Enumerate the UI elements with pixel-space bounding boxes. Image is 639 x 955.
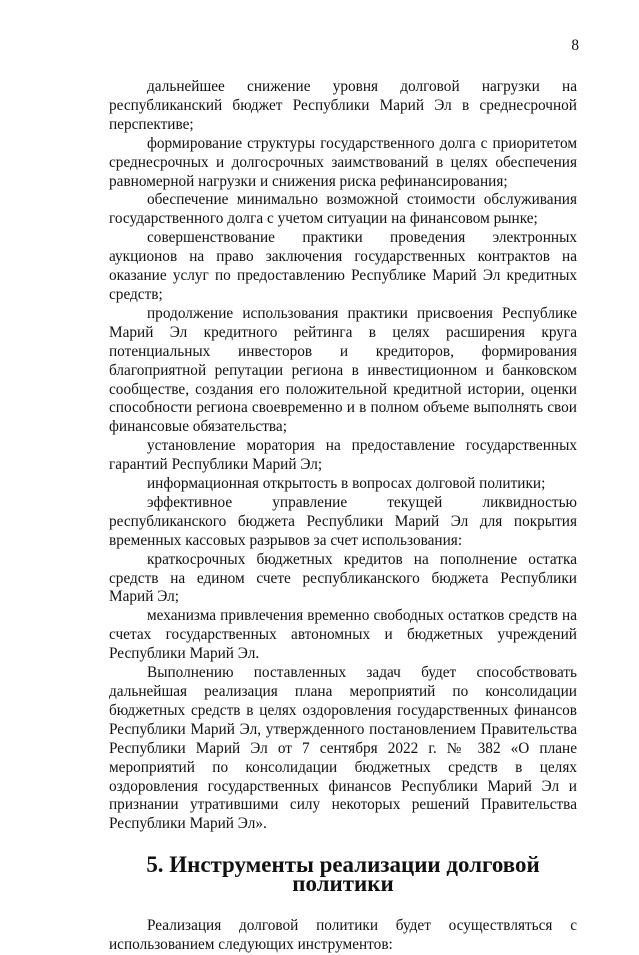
paragraph: продолжение использования практики присвоения Республике Марий Эл кредитного рейтинга в целях расширения круга потенциальных инвесторов и кредиторов, формирования благоприятной репутации региона в инвестиционном и банковском сообществе, создания его положительной кредитной истории, оценки способности региона своевременно и в полном объеме выполнять свои финансовые обязательства;	[109, 304, 577, 436]
paragraph: краткосрочных бюджетных кредитов на пополнение остатка средств на едином счете республиканского бюджета Республики Марий Эл;	[109, 550, 577, 606]
paragraph: Выполнению поставленных задач будет способствовать дальнейшая реализация плана мероприятий по консолидации бюджетных средств в целях оздоровления государственных финансов Республики Марий Эл, утвержденного постановлением Правительства Республики Марий Эл от 7 сентября 2022 г. № 382 «О плане мероприятий по консолидации бюджетных средств в целях оздоровления государственных финансов Республики Марий Эл и признании утратившими силу некоторых решений Правительства Республики Марий Эл».	[109, 664, 577, 833]
page-number: 8	[571, 37, 579, 54]
paragraph: формирование структуры государственного долга с приоритетом среднесрочных и долгосрочных заимствований в целях обеспечения равномерной нагрузки и снижения риска рефинансирования;	[109, 134, 577, 190]
paragraph: дальнейшее снижение уровня долговой нагрузки на республиканский бюджет Республики Марий Эл в среднесрочной перспективе;	[109, 78, 577, 133]
paragraph: механизма привлечения временно свободных остатков средств на счетах государственных автономных и бюджетных учреждений Республики Марий Эл.	[109, 607, 577, 663]
paragraph: совершенствование практики проведения электронных аукционов на право заключения государственных контрактов на оказание услуг по предоставлению Республике Марий Эл кредитных средств;	[109, 229, 577, 303]
paragraph: обеспечение минимально возможной стоимости обслуживания государственного долга с учетом ситуации на финансовом рынке;	[109, 191, 577, 228]
paragraph: Реализация долговой политики будет осуществляться с использованием следующих инструментов:	[109, 917, 577, 953]
paragraph: информационная открытость в вопросах долговой политики;	[147, 475, 546, 493]
section-heading: 5. Инструменты реализации долговой политики	[146, 852, 540, 897]
document-body	[109, 78, 577, 955]
paragraph: установление моратория на предоставление государственных гарантий Республики Марий Эл;	[109, 437, 577, 474]
paragraph: эффективное управление текущей ликвидностью республиканского бюджета Республики Марий Эл для покрытия временных кассовых разрывов за счет использования:	[109, 493, 577, 549]
